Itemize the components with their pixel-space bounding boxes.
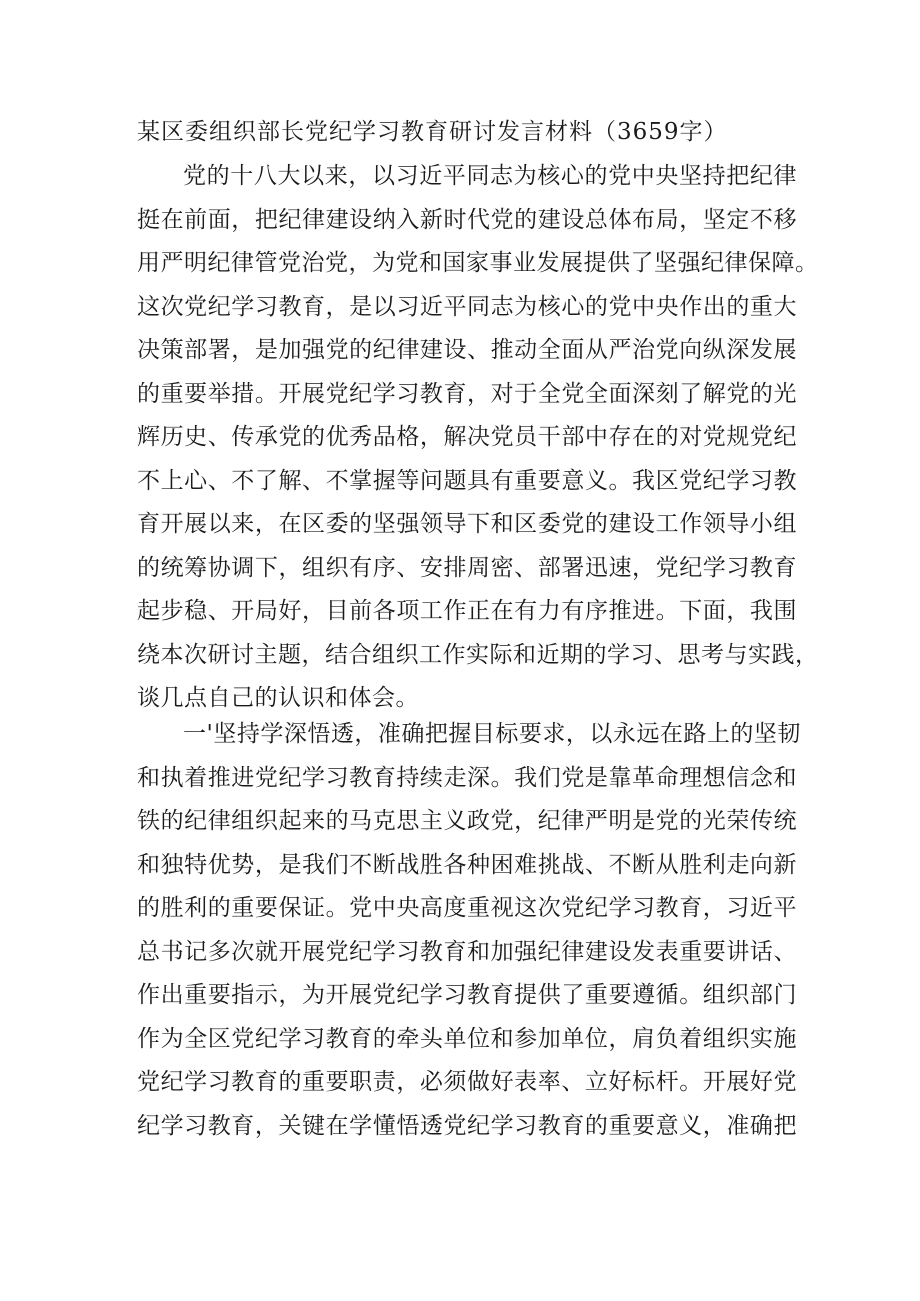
document-title: 某区委组织部长党纪学习教育研讨发言材料（3659字） <box>137 119 728 145</box>
text-line: 和执着推进党纪学习教育持续走深。我们党是靠革命理想信念和 <box>137 764 797 791</box>
text-line: 党纪学习教育的重要职责，必须做好表率、立好标杆。开展好党 <box>137 1069 797 1095</box>
paragraph-intro <box>137 155 819 721</box>
text-line: 谈几点自己的认识和体会。 <box>137 685 419 711</box>
text-line: 总书记多次就开展党纪学习教育和加强纪律建设发表重要讲话、 <box>137 938 797 965</box>
paragraph-section-one <box>137 713 801 1148</box>
text-line: 的统筹协调下，组织有序、安排周密、部署迅速，党纪学习教育 <box>137 554 797 581</box>
text-line: 一'坚持学深悟透，准确把握目标要求，以永远在路上的坚韧 <box>183 721 801 747</box>
text-line: 挺在前面，把纪律建设纳入新时代党的建设总体布局，坚定不移 <box>137 206 797 233</box>
text-line: 的重要举措。开展党纪学习教育，对于全党全面深刻了解党的光 <box>137 380 797 407</box>
text-line: 起步稳、开局好，目前各项工作正在有力有序推进。下面，我围 <box>137 598 797 624</box>
text-line: 决策部署，是加强党的纪律建设、推动全面从严治党向纵深发展 <box>137 337 797 363</box>
text-line: 作出重要指示，为开展党纪学习教育提供了重要遵循。组织部门 <box>137 982 797 1008</box>
text-line: 育开展以来，在区委的坚强领导下和区委党的建设工作领导小组 <box>137 511 797 537</box>
text-line: 用严明纪律管党治党，为党和国家事业发展提供了坚强纪律保障。 <box>137 250 819 276</box>
text-line: 不上心、不了解、不掌握等问题具有重要意义。我区党纪学习教 <box>137 467 797 494</box>
text-line: 这次党纪学习教育，是以习近平同志为核心的党中央作出的重大 <box>137 293 797 320</box>
text-line: 的胜利的重要保证。党中央高度重视这次党纪学习教育，习近平 <box>137 895 797 921</box>
text-line: 铁的纪律组织起来的马克思主义政党，纪律严明是党的光荣传统 <box>137 808 797 834</box>
text-line: 绕本次研讨主题，结合组织工作实际和近期的学习、思考与实践， <box>137 641 819 668</box>
text-line: 作为全区党纪学习教育的牵头单位和参加单位，肩负着组织实施 <box>137 1025 797 1052</box>
text-line: 党的十八大以来，以习近平同志为核心的党中央坚持把纪律 <box>183 163 797 189</box>
text-line: 和独特优势，是我们不断战胜各种困难挑战、不断从胜利走向新 <box>137 851 797 878</box>
text-line: 纪学习教育，关键在学懂悟透党纪学习教育的重要意义，准确把 <box>137 1112 797 1139</box>
text-line: 辉历史、传承党的优秀品格，解决党员干部中存在的对党规党纪 <box>137 424 797 450</box>
